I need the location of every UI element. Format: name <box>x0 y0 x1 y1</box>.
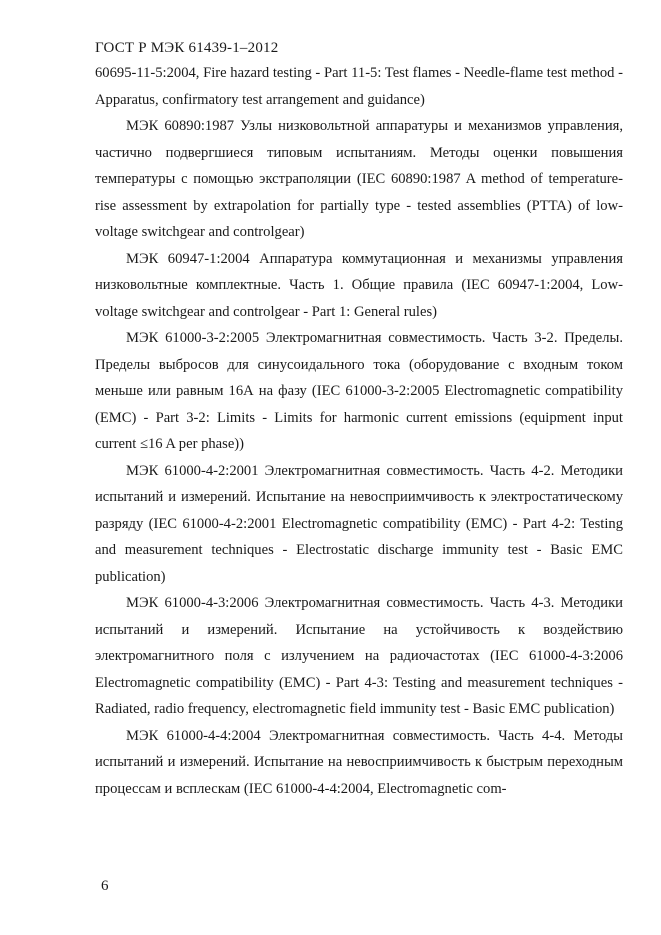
standard-id: ГОСТ Р МЭК 61439-1–2012 <box>95 40 279 56</box>
paragraph-iec-60947-1: МЭК 60947-1:2004 Аппаратура коммутационная и механизмы управления низковольтные комплектные. Часть 1. Общие правила (IEC 60947-1:2004, Low-voltage switchgear and controlgear - Part 1: General rules) <box>95 250 623 320</box>
paragraph-iec-61000-4-4: МЭК 61000-4-4:2004 Электромагнитная совместимость. Часть 4-4. Методы испытаний и измерений. Испытание на невосприимчивость к быстрым переходным процессам и всплескам (IEC 61000-4-4:2004, Electromagnetic com- <box>95 727 623 797</box>
paragraph-iec-61000-4-3: МЭК 61000-4-3:2006 Электромагнитная совместимость. Часть 4-3. Методики испытаний и измерений. Испытание на устойчивость к воздействию электромагнитного поля с излучением на радиочастотах (IEC 61000-4-3:2006 Electromagnetic compatibility (EMC) - Part 4-3: Testing and measurement techniques - Radiated, radio frequency, electromagnetic field immunity test - Basic EMC publication) <box>95 595 623 717</box>
paragraph-iec-61000-4-2: МЭК 61000-4-2:2001 Электромагнитная совместимость. Часть 4-2. Методики испытаний и измерений. Испытание на невосприимчивость к электростатическому разряду (IEC 61000-4-2:2001 Electromagnetic compatibility (EMC) - Part 4-2: Testing and measurement techniques - Electrostatic discharge immunity test - Basic EMC publication) <box>95 462 623 585</box>
document-body <box>95 60 623 802</box>
paragraph-iec-60890: МЭК 60890:1987 Узлы низковольтной аппаратуры и механизмов управления, частично подвергшиеся типовым испытаниям. Методы оценки повышения температуры с помощью экстраполяции (IEC 60890:1987 A method of temperature-rise assessment by extrapolation for partially type - tested assemblies (PTTA) of low-voltage switchgear and controlgear) <box>95 118 623 240</box>
paragraph-iec-61000-3-2: МЭК 61000-3-2:2005 Электромагнитная совместимость. Часть 3-2. Пределы. Пределы выбросов для синусоидального тока (оборудование с входным током меньше или равным 16А на фазу (IEC 61000-3-2:2005 Electromagnetic compatibility (EMC) - Part 3-2: Limits - Limits for harmonic current emissions (equipment input current ≤16 A per phase)) <box>95 330 623 452</box>
paragraph-continuation: 60695-11-5:2004, Fire hazard testing - Part 11-5: Test flames - Needle-flame test method - Apparatus, confirmatory test arrangement and guidance) <box>95 65 623 108</box>
document-header <box>95 38 278 58</box>
page-number: 6 <box>101 878 109 894</box>
